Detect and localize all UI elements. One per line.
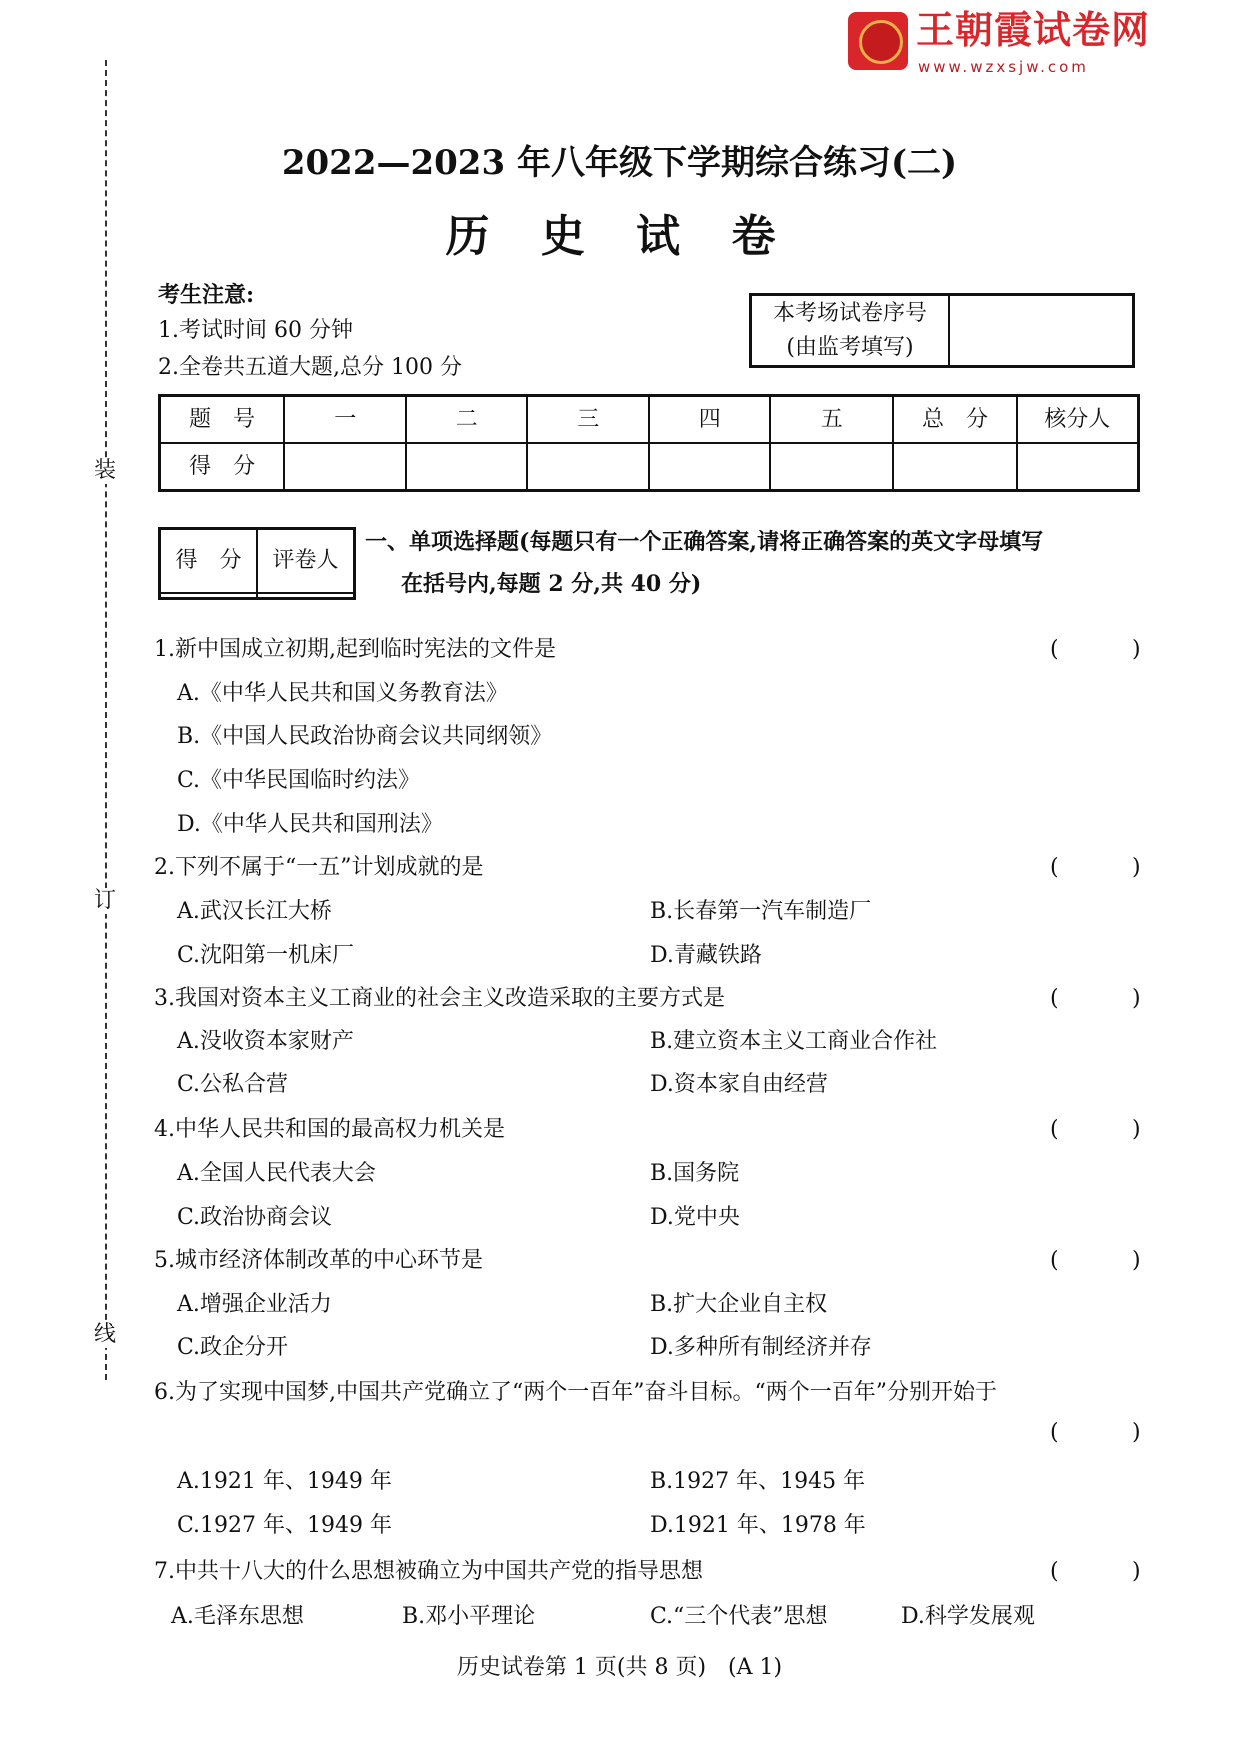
answer-option: B.1927 年、1945 年	[650, 1469, 866, 1494]
score-header-cell: 总 分	[893, 396, 1016, 444]
grader-field[interactable]	[257, 593, 355, 599]
score-field[interactable]	[406, 443, 527, 491]
notice-item: 2.全卷共五道大题,总分 100 分	[158, 355, 462, 380]
score-header-cell: 五	[770, 396, 893, 444]
answer-option: A.武汉长江大桥	[177, 899, 332, 924]
answer-option: A.毛泽东思想	[171, 1604, 304, 1629]
answer-option: B.扩大企业自主权	[650, 1292, 828, 1317]
answer-option: C.沈阳第一机床厂	[177, 943, 355, 968]
answer-option: A.全国人民代表大会	[177, 1161, 376, 1186]
question-stem: 3.我国对资本主义工商业的社会主义改造采取的主要方式是	[154, 986, 725, 1011]
answer-option: D.1921 年、1978 年	[650, 1513, 866, 1538]
answer-option: A.没收资本家财产	[177, 1029, 354, 1054]
answer-option: C.公私合营	[177, 1072, 289, 1097]
score-row-label: 得 分	[160, 443, 285, 491]
subject-title: 历 史 试 卷	[445, 211, 794, 262]
page-footer: 历史试卷第 1 页(共 8 页) (A 1)	[456, 1655, 783, 1680]
section-heading: 一、单项选择题(每题只有一个正确答案,请将正确答案的英文字母填写	[365, 529, 1044, 555]
answer-option: B.长春第一汽车制造厂	[650, 899, 872, 924]
seat-number-box	[749, 293, 1135, 368]
score-table	[158, 394, 1140, 492]
logo-name: 王朝霞试卷网	[916, 8, 1151, 52]
answer-option: D.党中央	[650, 1205, 740, 1230]
question-stem: 6.为了实现中国梦,中国共产党确立了“两个一百年”奋斗目标。“两个一百年”分别开始于	[154, 1380, 997, 1405]
section-heading-cont: 在括号内,每题 2 分,共 40 分)	[401, 571, 702, 597]
answer-option: D.资本家自由经营	[650, 1072, 828, 1097]
answer-option: D.科学发展观	[901, 1604, 1035, 1629]
question-stem: 7.中共十八大的什么思想被确立为中国共产党的指导思想	[154, 1559, 703, 1584]
answer-option: C.政企分开	[177, 1335, 289, 1360]
score-header-cell: 三	[527, 396, 649, 444]
score-field[interactable]	[770, 443, 893, 491]
answer-paren-close[interactable]: )	[1132, 855, 1141, 880]
question-stem: 2.下列不属于“一五”计划成就的是	[154, 855, 484, 880]
answer-paren-close[interactable]: )	[1132, 1248, 1141, 1273]
answer-paren-open[interactable]: (	[1050, 1420, 1059, 1445]
binding-label: 订	[94, 888, 117, 913]
answer-paren-close[interactable]: )	[1132, 1420, 1141, 1445]
answer-option: B.邓小平理论	[402, 1604, 536, 1629]
answer-option: A.《中华人民共和国义务教育法》	[177, 681, 508, 706]
score-header-label: 题 号	[160, 396, 285, 444]
score-header-cell: 二	[406, 396, 527, 444]
seat-number-field[interactable]	[949, 295, 1134, 367]
binding-label: 线	[94, 1322, 117, 1347]
answer-paren-open[interactable]: (	[1050, 1117, 1059, 1142]
score-field[interactable]	[284, 443, 406, 491]
answer-option: D.多种所有制经济并存	[650, 1335, 872, 1360]
question-stem: 1.新中国成立初期,起到临时宪法的文件是	[154, 637, 556, 662]
logo-url: www.wzxsjw.com	[918, 58, 1089, 76]
score-label: 得 分	[160, 529, 258, 593]
exam-title: 2022—2023 年八年级下学期综合练习(二)	[281, 143, 958, 183]
score-field[interactable]	[893, 443, 1016, 491]
question-stem: 5.城市经济体制改革的中心环节是	[154, 1248, 483, 1273]
answer-option: D.青藏铁路	[650, 943, 762, 968]
answer-paren-close[interactable]: )	[1132, 1117, 1141, 1142]
answer-option: B.国务院	[650, 1161, 740, 1186]
answer-option: C.1927 年、1949 年	[177, 1513, 393, 1538]
notice-item: 1.考试时间 60 分钟	[158, 318, 353, 343]
question-stem: 4.中华人民共和国的最高权力机关是	[154, 1117, 505, 1142]
score-header-cell: 核分人	[1017, 396, 1139, 444]
grader-label: 评卷人	[257, 529, 355, 593]
section-grader-table	[158, 527, 356, 600]
binding-label: 装	[94, 458, 117, 483]
score-header-cell: 四	[649, 396, 770, 444]
answer-option: B.《中国人民政治协商会议共同纲领》	[177, 724, 553, 749]
site-logo	[848, 8, 1178, 78]
answer-option: C.《中华民国临时约法》	[177, 768, 421, 793]
answer-paren-open[interactable]: (	[1050, 1559, 1059, 1584]
answer-option: B.建立资本主义工商业合作社	[650, 1029, 938, 1054]
score-field[interactable]	[527, 443, 649, 491]
answer-paren-close[interactable]: )	[1132, 1559, 1141, 1584]
answer-option: A.增强企业活力	[177, 1292, 332, 1317]
answer-option: C.政治协商会议	[177, 1205, 333, 1230]
answer-option: C.“三个代表”思想	[650, 1604, 828, 1629]
answer-option: A.1921 年、1949 年	[177, 1469, 392, 1494]
score-field[interactable]	[160, 593, 258, 599]
score-header-cell: 一	[284, 396, 406, 444]
seat-number-label: 本考场试卷序号 (由监考填写)	[751, 295, 950, 367]
notice-heading: 考生注意:	[158, 282, 255, 308]
answer-option: D.《中华人民共和国刑法》	[177, 812, 443, 837]
answer-paren-open[interactable]: (	[1050, 1248, 1059, 1273]
score-field[interactable]	[1017, 443, 1139, 491]
answer-paren-close[interactable]: )	[1132, 637, 1141, 662]
score-field[interactable]	[649, 443, 770, 491]
answer-paren-open[interactable]: (	[1050, 637, 1059, 662]
logo-badge-icon	[848, 12, 908, 70]
answer-paren-close[interactable]: )	[1132, 986, 1141, 1011]
answer-paren-open[interactable]: (	[1050, 986, 1059, 1011]
answer-paren-open[interactable]: (	[1050, 855, 1059, 880]
